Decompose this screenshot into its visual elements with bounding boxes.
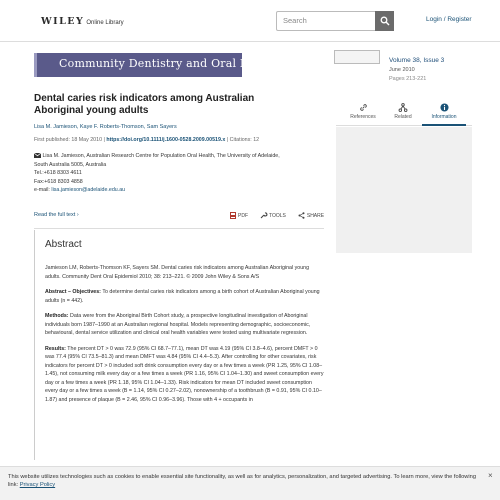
objectives-label: Abstract – Objectives: [45, 289, 101, 295]
pdf-label: PDF [238, 212, 248, 219]
page-range: Pages 213-221 [389, 76, 427, 82]
abstract-objectives [45, 288, 324, 305]
chevron-right-icon: › [76, 212, 79, 218]
share-button[interactable] [298, 212, 324, 219]
corr-tel: Tel.:+618 8303 4611 [34, 170, 82, 176]
logo-sub: Online Library [86, 20, 124, 26]
abstract-citation: Jamieson LM, Roberts-Thomson KF, Sayers SM. Dental caries risk indicators among Australian Aboriginal young adults. Community Dent Oral Epidemiol 2010; 38: 213–221. © 2009 John Wiley & Sons A/S [45, 265, 310, 280]
section-divider [34, 228, 324, 229]
tab-references-label: References [350, 114, 376, 120]
cookie-banner [0, 466, 500, 500]
login-register-link[interactable]: Login / Register [426, 16, 472, 23]
citations-count[interactable]: Citations: 12 [229, 137, 260, 143]
article-title: Dental caries risk indicators among Australian Aboriginal young adults [34, 93, 255, 116]
share-label: SHARE [306, 212, 325, 219]
abstract-heading: Abstract [45, 239, 82, 250]
share-icon [298, 212, 305, 219]
tools-button[interactable] [260, 212, 286, 219]
envelope-icon [34, 153, 41, 158]
journal-cover-thumbnail[interactable] [334, 50, 380, 64]
corr-email-link[interactable]: lisa.jamieson@adelaide.edu.au [51, 187, 126, 193]
results-text: The percent DT > 0 was 72.9 (95% CI 68.7–77.1), mean DT was 4.19 (95% CI 3.8–4.6), percent DMFT > 0 was 77.4 (95% CI 73.5–81.3) and mean DMFT was 4.84 (95% CI 4.4–5.3). After controlling for other covariates, risk indicators for percent DT > 0 included soft drink consumption every day or a few times a week (PR 1.25, 95% CI 1.08–1.45), not consuming milk every day or a few times a week (PR 1.16, 95% CI 1.04–1.30) and sweet consumption every day or a few times a week (PR 1.18, 95% CI 1.04–1.33). Risk indicators for mean DT included sweet consumption every day or a few times a week (B = 1.14, 95% CI 0.27–2.02), nonownership of a toothbrush (B = 0.91, 95% CI 0.10–1.87) and presence of plaque (B = 2.46, 95% CI 0.96–3.96). Those with 4 + occupants in [45, 345, 324, 403]
pdf-icon [230, 212, 236, 219]
cookie-text [8, 473, 478, 489]
first-published: First published: 18 May 2010 [34, 137, 103, 143]
read-full-text-label: Read the full text [34, 212, 76, 218]
tools-label: TOOLS [269, 212, 286, 219]
corr-fax: Fax:+618 8303 4858 [34, 178, 83, 185]
cookie-message: This website utilizes technologies such as cookies to enable essential site functionality, as well as for analytics, personalization, and targeted advertising. To learn more, view the following link: [8, 474, 476, 488]
logo-brand: WILEY [41, 16, 85, 27]
search-button[interactable] [375, 11, 394, 31]
journal-banner-title: Community Dentistry and Oral Epidemiology [59, 57, 319, 70]
tab-related-label: Related [394, 114, 412, 120]
privacy-policy-link[interactable]: Privacy Policy [19, 482, 56, 488]
tab-related[interactable] [382, 100, 424, 126]
link-icon [342, 100, 384, 114]
issue-date: June 2010 [389, 67, 415, 73]
info-icon [422, 100, 466, 114]
publication-info: First published: 18 May 2010 | https://doi.org/10.1111/j.1600-0528.2009.00519.x | Citations: 12 [34, 137, 260, 143]
corr-address-line2: South Australia 5005, Australia [34, 161, 107, 168]
article-tools [230, 212, 324, 219]
search-placeholder: Search [283, 16, 307, 25]
pdf-button[interactable] [230, 212, 248, 219]
abstract-methods [45, 312, 324, 338]
network-icon [382, 100, 424, 114]
corr-email-label: e-mail: [34, 187, 50, 193]
results-label: Results: [45, 345, 66, 352]
tab-information[interactable] [422, 100, 466, 126]
wiley-logo[interactable] [41, 16, 124, 27]
article-side-tabs [336, 100, 472, 126]
tab-information-label: Information [431, 114, 457, 120]
methods-text: Data were from the Aboriginal Birth Cohort study, a prospective longitudinal investigation of Aboriginal individuals born 1987–1990 at an Australian regional hospital. Models representing demographic, socioeconomic, behavioural, dental service utilization and clinical oral health variables were tested using multivariate regression. [45, 313, 311, 336]
read-full-text-link[interactable] [34, 212, 79, 218]
corr-address-line1: Lisa M. Jamieson, Australian Research Centre for Population Oral Health, The University of Adelaide, [42, 153, 280, 159]
methods-label: Methods: [45, 313, 69, 319]
correspondence-block [34, 152, 334, 195]
objectives-text: To determine dental caries risk indicators among a birth cohort of Australian Aboriginal young adults (n = 442). [45, 289, 320, 304]
close-icon[interactable]: × [488, 471, 493, 480]
abstract-section [34, 230, 324, 460]
tab-references[interactable] [342, 100, 384, 126]
doi-link[interactable]: https://doi.org/10.1111/j.1600-0528.2009.00519.x [106, 137, 226, 143]
information-panel [336, 127, 472, 253]
search-icon [380, 16, 390, 26]
volume-issue-link[interactable]: Volume 38, Issue 3 [389, 57, 445, 64]
author-list[interactable]: Lisa M. Jamieson, Kaye F. Roberts-Thomson, Sam Sayers [34, 124, 177, 130]
site-header [0, 0, 500, 42]
wrench-icon [260, 212, 267, 219]
journal-banner[interactable] [34, 53, 319, 77]
abstract-results [45, 345, 324, 405]
